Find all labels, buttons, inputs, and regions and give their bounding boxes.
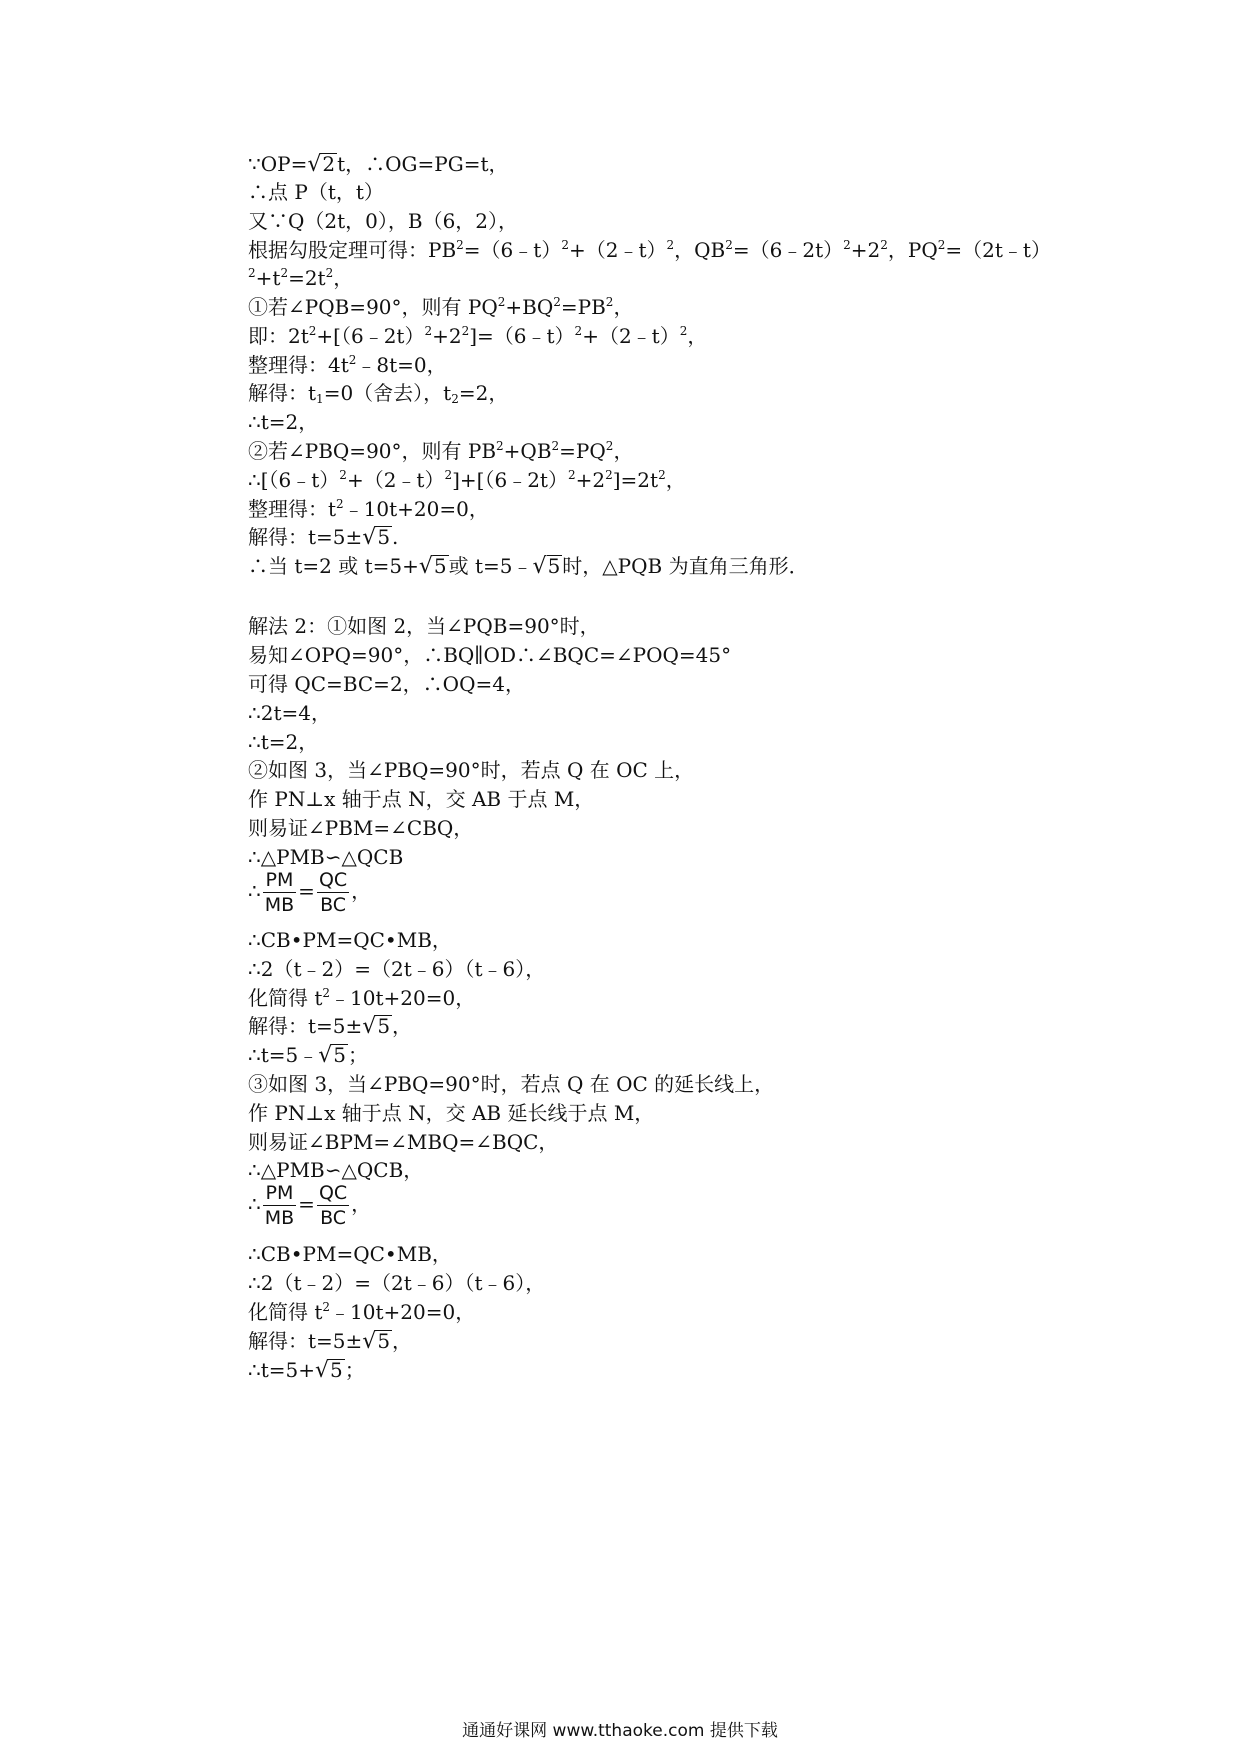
fraction: $\frac{PM}{MB}$ (264, 869, 295, 916)
page-footer: 通通好课网 www.tthaoke.com 提供下载 (462, 1721, 778, 1741)
text-line: 解得：t=5±√5 ， (248, 1014, 413, 1039)
text-line: $\therefore[(6﹣t)^2+(2﹣t)^2]+[(6﹣2t)^2+2^2]=2t^2$， (248, 468, 686, 492)
fraction: $\frac{QC}{BC}$ (318, 1182, 348, 1229)
text-line: ∴2（t﹣2）=（2t﹣6）（t﹣6）， (248, 957, 546, 981)
text-line: 作 PN⊥x 轴于点 N，交 AB 延长线于点 M， (248, 1101, 655, 1125)
text-line: ③如图 3，当∠PBQ=90°时，若点 Q 在 OC 的延长线上， (248, 1072, 775, 1096)
text-line: ∴△PMB∽△QCB (248, 845, 404, 869)
text-line: 解得：$t_1=0$（舍去），$t_2=2$， (248, 381, 509, 406)
text-line: 整理得：$t^2﹣10t+20=0$， (248, 497, 489, 521)
text-line: ②如图 3，当∠PBQ=90°时，若点 Q 在 OC 上， (248, 758, 695, 782)
text-line: 化简得 $t^2﹣10t+20=0$， (248, 986, 476, 1010)
text-line: ∴t=2， (248, 410, 319, 434)
text-line: ∴ $\frac{PM}{MB}$ = $\frac{QC}{BC}$ ， (248, 1182, 372, 1229)
text-line: 则易证∠PBM=∠CBQ， (248, 816, 474, 840)
text-line: ∴2（t﹣2）=（2t﹣6）（t﹣6）， (248, 1271, 546, 1295)
text-line: 解得：t=5±√5 ， (248, 1329, 413, 1354)
text-line: ∴2t=4， (248, 701, 331, 725)
fraction: $\frac{PM}{MB}$ (264, 1182, 295, 1229)
text-line: ∴点 P（t，t） (248, 180, 384, 204)
text-line: ∵OP=√2 t，∴OG=PG=t， (248, 152, 509, 177)
text-line: 解法 2：①如图 2，当∠PQB=90°时， (248, 614, 600, 638)
text-line: ②若∠PBQ=90°，则有 $PB^2+QB^2=PQ^2$， (248, 439, 634, 463)
text-line: ∴t=2， (248, 730, 319, 754)
text-line: ∴t=5+√5 ； (248, 1358, 365, 1383)
fraction: $\frac{QC}{BC}$ (318, 869, 348, 916)
text-line: 即：$2t^2+[(6﹣2t)^2+2^2]=(6﹣t)^2+(2﹣t)^2$， (248, 324, 708, 348)
text-line: 解得：t=5±√5 . (248, 525, 399, 550)
text-line: ∴CB•PM=QC•MB， (248, 1242, 452, 1266)
text-line: 根据勾股定理可得：$PB^2=(6﹣t)^2+(2﹣t)^2$，$QB^2=(6﹣2t)^2+2^2$，$PQ^2=(2t﹣t)$ (248, 238, 1051, 262)
text-line: ∴当 t=2 或 t=5+√5 或 t=5﹣√5 时，△PQB 为直角三角形． (248, 554, 809, 579)
text-line: 易知∠OPQ=90°，∴BQ∥OD∴∠BQC=∠POQ=45° (248, 643, 732, 667)
text-line: 作 PN⊥x 轴于点 N，交 AB 于点 M， (248, 787, 595, 811)
text-line: 整理得：$4t^2﹣8t=0$， (248, 353, 447, 377)
text-line: ∴△PMB∽△QCB， (248, 1158, 424, 1182)
text-line: 则易证∠BPM=∠MBQ=∠BQC， (248, 1130, 559, 1154)
text-line: 可得 QC=BC=2，∴OQ=4， (248, 672, 525, 696)
text-line: $^2+t^2=2t^2$， (248, 266, 354, 290)
text-line: ∴CB•PM=QC•MB， (248, 928, 452, 952)
text-line: ∴ $\frac{PM}{MB}$ = $\frac{QC}{BC}$ ， (248, 869, 372, 916)
text-line: 又∵Q（2t，0），B（6，2）， (248, 209, 519, 233)
text-line: ①若∠PQB=90°，则有 $PQ^2+BQ^2=PB^2$， (248, 295, 634, 319)
text-line: ∴t=5﹣√5 ； (248, 1043, 369, 1068)
text-line: 化简得 $t^2﹣10t+20=0$， (248, 1300, 476, 1324)
